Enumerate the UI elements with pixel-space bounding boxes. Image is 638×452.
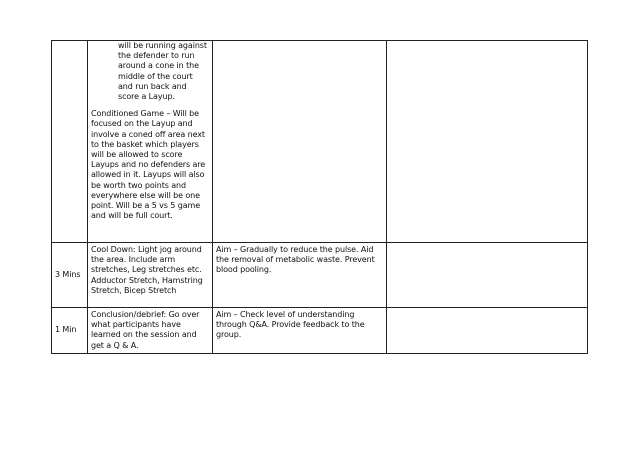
aim-text: Aim – Gradually to reduce the pulse. Aid the removal of metabolic waste. Prevent blood pooling.: [216, 245, 375, 275]
time-text: 3 Mins: [55, 269, 81, 279]
cool-down-text: Cool Down: Light jog around the area. Include arm stretches, Leg stretches etc. Adductor Stretch, Hamstring Stretch, Bicep Stretch: [91, 245, 203, 295]
time-cell: [52, 243, 88, 308]
conditioned-game-text: Conditioned Game – Will be focused on the Layup and involve a coned off area next to the basket which players will be allowed to score Layups and no defenders are allowed in it. Layups will also be worth two points and everywhere else will be one point. Will be a 5 vs 5 game and will be full court.: [91, 109, 206, 221]
notes-cell: [387, 308, 588, 354]
aim-cell: [213, 243, 387, 308]
time-cell: [52, 308, 88, 354]
activity-cell: [88, 308, 213, 354]
activity-cell: [88, 41, 213, 243]
table-row: [52, 308, 588, 354]
table-row: [52, 41, 588, 243]
time-cell: [52, 41, 88, 243]
aim-cell: [213, 41, 387, 243]
notes-cell: [387, 41, 588, 243]
conclusion-text: Conclusion/debrief: Go over what participants have learned on the session and get a Q & A.: [91, 310, 200, 350]
aim-text: Aim – Check level of understanding through Q&A. Provide feedback to the group.: [216, 310, 365, 340]
session-plan-table: [51, 40, 588, 354]
table-row: [52, 243, 588, 308]
aim-cell: [213, 308, 387, 354]
activity-continued-text: will be running against the defender to run around a cone in the middle of the court and run back and score a Layup.: [118, 41, 207, 102]
time-text: 1 Min: [55, 325, 77, 335]
activity-cell: [88, 243, 213, 308]
notes-cell: [387, 243, 588, 308]
